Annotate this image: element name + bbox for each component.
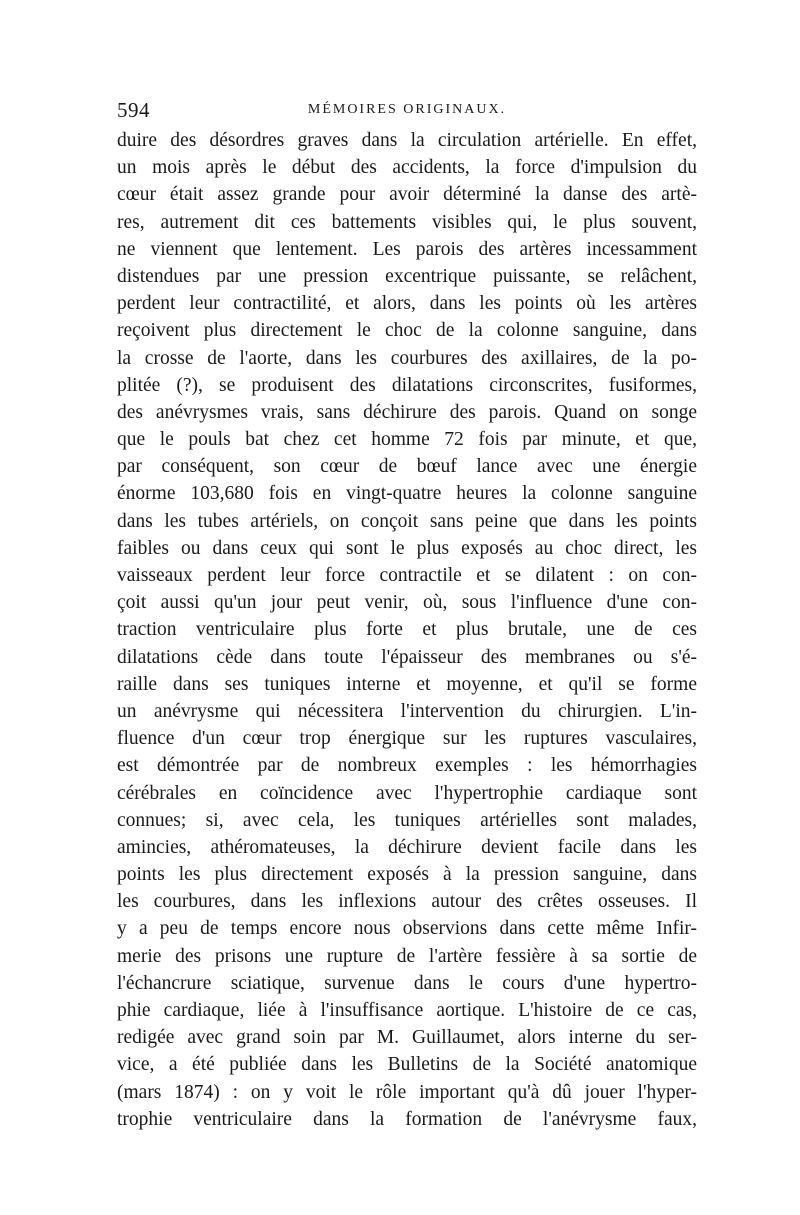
text-line: (mars 1874) : on y voit le rôle important qu'à dû jouer l'hyper- — [117, 1081, 697, 1103]
text-line: cérébrales en coïncidence avec l'hypertrophie cardiaque sont — [117, 782, 697, 804]
running-title: MÉMOIRES ORIGINAUX. — [307, 102, 507, 117]
text-line: redigée avec grand soin par M. Guillaumet, alors interne du ser- — [117, 1027, 697, 1049]
text-line: ne viennent que lentement. Les parois des artères incessamment — [117, 238, 697, 260]
text-line: les courbures, dans les inflexions autour des crêtes osseuses. Il — [117, 891, 697, 913]
text-line: res, autrement dit ces battements visibles qui, le plus souvent, — [117, 211, 697, 233]
text-line: raille dans ses tuniques interne et moyenne, et qu'il se forme — [117, 673, 697, 695]
text-line: un mois après le début des accidents, la force d'impulsion du — [117, 157, 697, 179]
text-line: cœur était assez grande pour avoir déterminé la danse des artè- — [117, 184, 697, 206]
text-line: un anévrysme qui nécessitera l'intervention du chirurgien. L'in- — [117, 700, 697, 722]
text-line: merie des prisons une rupture de l'artère fessière à sa sortie de — [117, 945, 697, 967]
text-line: çoit aussi qu'un jour peut venir, où, sous l'influence d'une con- — [117, 592, 697, 614]
text-line: par conséquent, son cœur de bœuf lance avec une énergie — [117, 456, 697, 478]
text-line: perdent leur contractilité, et alors, dans les points où les artères — [117, 293, 697, 315]
text-line: distendues par une pression excentrique puissante, se relâchent, — [117, 265, 697, 287]
running-head — [117, 98, 697, 124]
text-line: duire des désordres graves dans la circulation artérielle. En effet, — [117, 130, 697, 151]
text-line: y a peu de temps encore nous observions dans cette même Infir- — [117, 918, 697, 940]
page-number: 594 — [117, 98, 150, 122]
text-line: reçoivent plus directement le choc de la colonne sanguine, dans — [117, 320, 697, 342]
text-line: phie cardiaque, liée à l'insuffisance aortique. L'histoire de ce cas, — [117, 1000, 697, 1021]
body-text — [117, 127, 697, 1133]
text-line: l'échancrure sciatique, survenue dans le cours d'une hypertro- — [117, 972, 697, 994]
text-line: est démontrée par de nombreux exemples : les hémorrhagies — [117, 755, 697, 777]
text-line: traction ventriculaire plus forte et plus brutale, une de ces — [117, 619, 697, 641]
text-line: que le pouls bat chez cet homme 72 fois par minute, et que, — [117, 429, 697, 451]
text-line: connues; si, avec cela, les tuniques artérielles sont malades, — [117, 809, 697, 831]
text-line: points les plus directement exposés à la pression sanguine, dans — [117, 864, 697, 886]
text-line: dilatations cède dans toute l'épaisseur des membranes ou s'é- — [117, 646, 697, 668]
text-line: trophie ventriculaire dans la formation de l'anévrysme faux, — [117, 1108, 697, 1130]
text-line: des anévrysmes vrais, sans déchirure des parois. Quand on songe — [117, 401, 697, 423]
text-line: fluence d'un cœur trop énergique sur les ruptures vasculaires, — [117, 728, 697, 750]
text-line: amincies, athéromateuses, la déchirure devient facile dans les — [117, 836, 697, 858]
text-line: vice, a été publiée dans les Bulletins de la Société anatomique — [117, 1054, 697, 1076]
text-line: énorme 103,680 fois en vingt-quatre heures la colonne sanguine — [117, 483, 697, 505]
text-line: vaisseaux perdent leur force contractile et se dilatent : on con- — [117, 565, 697, 586]
text-line: plitée (?), se produisent des dilatations circonscrites, fusiformes, — [117, 374, 697, 396]
text-line: dans les tubes artériels, on conçoit sans peine que dans les points — [117, 510, 697, 532]
text-line: faibles ou dans ceux qui sont le plus exposés au choc direct, les — [117, 537, 697, 559]
text-line: la crosse de l'aorte, dans les courbures des axillaires, de la po- — [117, 347, 697, 369]
